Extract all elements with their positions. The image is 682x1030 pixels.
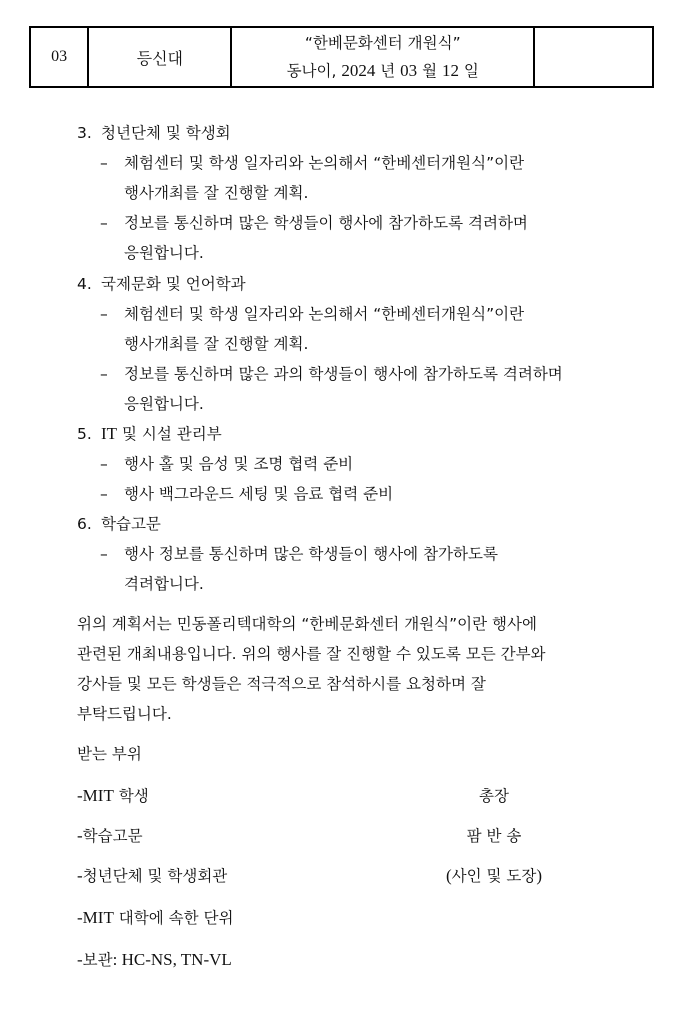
list-item-line: 행사 홀 및 음성 및 조명 협력 준비 [124,455,354,473]
section-title-latin: IT [101,424,118,443]
section-number: 5. [77,425,92,443]
empty-cell [534,27,653,87]
recipient-text: 청년단체 및 학생회관 [82,867,228,885]
item-name-cell: 등신대 [88,27,231,87]
list-dash: – [100,214,108,232]
recipient-suffix: : HC-NS, TN-VL [112,950,232,969]
list-item-line: 체험센터 및 학생 일자리와 논의해서 “한베센터개원식”이란 [124,305,525,323]
event-year: 2024 [341,61,376,80]
recipient-prefix: - [77,826,83,845]
paragraph-line: 강사들 및 모든 학생들은 적극적으로 참석하시를 요청하며 잘 [77,675,486,693]
event-title: “한베문화센터 개원식” [304,34,461,52]
event-date [232,57,533,85]
recipient-prefix: - [77,786,83,805]
list-item-line: 응원합니다. [124,395,204,413]
item-number-cell: 03 [30,27,88,87]
list-item-line: 체험센터 및 학생 일자리와 논의해서 “한베센터개원식”이란 [124,154,525,172]
recipient-text: 학생 [113,787,149,805]
event-day: 12 [442,61,459,80]
year-unit: 년 [375,62,401,80]
section-title: 학습고문 [101,515,161,533]
signature-note [400,866,588,886]
recipients-heading: 받는 부위 [77,745,142,763]
event-month: 03 [400,61,418,80]
recipient-item [77,866,227,886]
day-unit: 일 [459,62,479,80]
recipient-item [77,950,232,970]
header-table-row [30,27,653,87]
paragraph-line: 부탁드립니다. [77,705,172,723]
list-dash: – [100,154,108,172]
list-item-line: 행사 백그라운드 세팅 및 음료 협력 준비 [124,485,394,503]
recipient-text: 대학에 속한 단위 [113,909,234,927]
recipient-text: 학습고문 [82,827,143,845]
recipient-item [77,826,143,846]
section-title: 국제문화 및 언어학과 [101,275,246,293]
list-dash: – [100,365,108,383]
recipient-prefix: - [77,908,83,927]
list-dash: – [100,545,108,563]
list-item-line: 정보를 통신하며 많은 학생들이 행사에 참가하도록 격려하며 [124,214,528,232]
section-title [101,424,222,444]
recipient-item [77,908,233,928]
list-item-line: 행사개최를 잘 진행할 계획. [124,184,309,202]
paren-open: ( [445,866,452,885]
month-unit: 월 [417,62,442,80]
list-item-line: 행사개최를 잘 진행할 계획. [124,335,309,353]
recipient-text: 보관 [82,951,113,969]
section-number: 3. [77,124,92,142]
paragraph-line: 관련된 개최내용입니다. 위의 행사를 잘 진행할 수 있도록 모든 간부와 [77,645,546,663]
list-item-line: 행사 정보를 통신하며 많은 학생들이 행사에 참가하도록 [124,545,498,563]
signature-note-text: 사인 및 도장 [451,867,537,885]
paren-close: ) [536,866,543,885]
list-dash: – [100,485,108,503]
recipient-latin: MIT [82,786,114,805]
list-item-line: 격려합니다. [124,575,204,593]
recipient-prefix: - [77,866,83,885]
recipient-item [77,786,149,806]
list-item-line: 정보를 통신하며 많은 과의 학생들이 행사에 참가하도록 격려하며 [124,365,563,383]
section-title: 청년단체 및 학생회 [101,124,231,142]
event-cell [231,27,534,87]
section-title-text: 및 시설 관리부 [117,425,222,443]
event-location: 동나이, [286,62,342,80]
list-dash: – [100,305,108,323]
section-number: 6. [77,515,92,533]
list-item-line: 응원합니다. [124,244,204,262]
signature-name: 팜 반 송 [466,827,522,845]
list-dash: – [100,455,108,473]
recipient-latin: MIT [82,908,114,927]
recipient-prefix: - [77,950,83,969]
section-number: 4. [77,275,92,293]
signature-title: 총장 [479,787,509,805]
header-table [29,26,654,88]
paragraph-line: 위의 계획서는 민동폴리텍대학의 “한베문화센터 개원식”이란 행사에 [77,615,537,633]
